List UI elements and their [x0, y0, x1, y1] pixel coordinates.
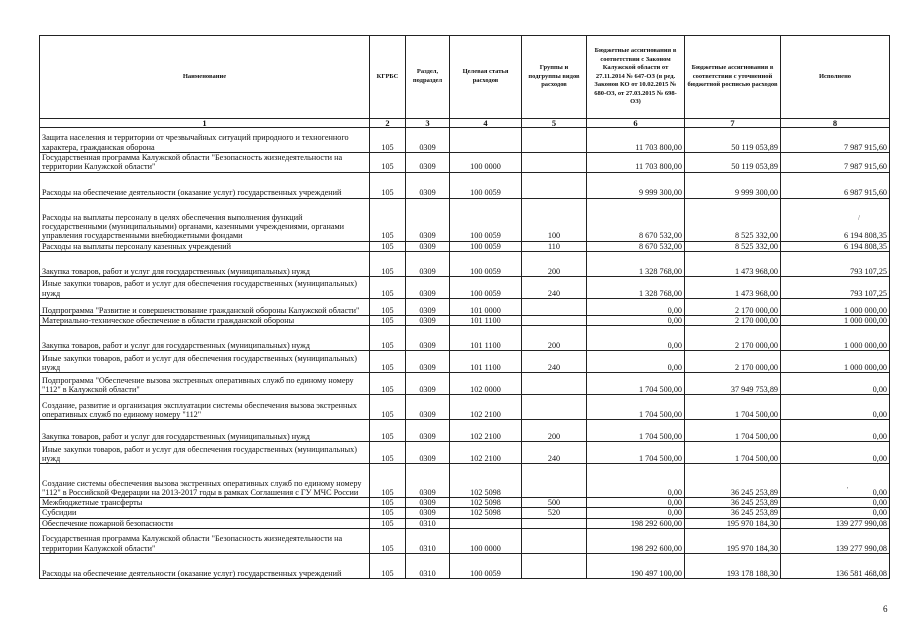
table-row [40, 442, 890, 464]
cell-name: Расходы на выплаты персоналу казенных учреждений [40, 241, 370, 251]
cell-razdel: 0309 [406, 464, 450, 498]
cell-statya: 100 0059 [450, 198, 522, 241]
cell-rosp: 37 949 753,89 [685, 373, 781, 395]
cell-rosp: 8 525 332,00 [685, 198, 781, 241]
table-row [40, 529, 890, 554]
cell-law: 11 703 800,00 [587, 153, 685, 173]
cell-statya: 101 1100 [450, 351, 522, 373]
cell-vid: 100 [522, 198, 587, 241]
cell-statya: 100 0059 [450, 276, 522, 298]
cell-rosp: 2 170 000,00 [685, 315, 781, 325]
cell-law: 1 704 500,00 [587, 420, 685, 442]
cell-vid: 200 [522, 326, 587, 351]
cell-law: 190 497 100,00 [587, 554, 685, 579]
cell-vid: 240 [522, 442, 587, 464]
cell-rosp: 9 999 300,00 [685, 172, 781, 198]
header-rospis-amount: Бюджетные ассигнования в соответствии с уточненной бюджетной росписью расходов [685, 36, 781, 119]
cell-isp: 0,00 [781, 508, 890, 518]
cell-razdel: 0309 [406, 251, 450, 276]
cell-statya: 102 2100 [450, 442, 522, 464]
cell-kgrbs: 105 [370, 420, 406, 442]
cell-razdel: 0309 [406, 241, 450, 251]
cell-isp: 6 987 915,60 [781, 172, 890, 198]
cell-rosp: 193 178 188,30 [685, 554, 781, 579]
column-number: 7 [685, 119, 781, 128]
cell-razdel: 0309 [406, 298, 450, 315]
cell-isp: 1 000 000,00 [781, 351, 890, 373]
table-row [40, 518, 890, 528]
cell-razdel: 0309 [406, 351, 450, 373]
table-row [40, 241, 890, 251]
pen-mark: / [858, 214, 860, 222]
cell-kgrbs: 105 [370, 198, 406, 241]
cell-statya: 102 2100 [450, 420, 522, 442]
column-number: 8 [781, 119, 890, 128]
cell-law: 0,00 [587, 315, 685, 325]
cell-rosp: 8 525 332,00 [685, 241, 781, 251]
cell-vid: 520 [522, 508, 587, 518]
cell-rosp: 2 170 000,00 [685, 351, 781, 373]
cell-isp: 793 107,25 [781, 276, 890, 298]
cell-name: Расходы на выплаты персоналу в целях обеспечения выполнения функций государственными (муниципальными) органами, казенными учреждениями, органами управления государственными внебюджетными фондами [40, 198, 370, 241]
cell-vid [522, 128, 587, 153]
cell-kgrbs: 105 [370, 298, 406, 315]
cell-rosp: 1 704 500,00 [685, 395, 781, 420]
cell-name: Материально-техническое обеспечение в области гражданской обороны [40, 315, 370, 325]
cell-kgrbs: 105 [370, 172, 406, 198]
cell-rosp: 36 245 253,89 [685, 508, 781, 518]
table-row [40, 172, 890, 198]
cell-razdel: 0309 [406, 508, 450, 518]
cell-vid: 110 [522, 241, 587, 251]
cell-razdel: 0309 [406, 420, 450, 442]
cell-statya: 100 0059 [450, 172, 522, 198]
cell-razdel: 0309 [406, 128, 450, 153]
cell-statya: 100 0059 [450, 251, 522, 276]
table-row [40, 153, 890, 173]
cell-law: 8 670 532,00 [587, 198, 685, 241]
cell-razdel: 0309 [406, 442, 450, 464]
cell-vid [522, 172, 587, 198]
header-law-amount: Бюджетные ассигнования в соответствии с Законом Калужской области от 27.11.2014 № 647-ОЗ (в ред. Законов КО от 10.02.2015 № 680-ОЗ, от 27.03.2015 № 698-ОЗ) [587, 36, 685, 119]
cell-rosp: 36 245 253,89 [685, 498, 781, 508]
table-row [40, 251, 890, 276]
cell-razdel: 0309 [406, 172, 450, 198]
table-row [40, 373, 890, 395]
cell-rosp: 2 170 000,00 [685, 298, 781, 315]
cell-kgrbs: 105 [370, 442, 406, 464]
cell-statya: 102 2100 [450, 395, 522, 420]
cell-name: Расходы на обеспечение деятельности (оказание услуг) государственных учреждений [40, 172, 370, 198]
cell-law: 1 704 500,00 [587, 442, 685, 464]
cell-name: Межбюджетные трансферты [40, 498, 370, 508]
cell-kgrbs: 105 [370, 464, 406, 498]
header-vid: Группы и подгруппы видов расходов [522, 36, 587, 119]
cell-isp: 0,00 [781, 420, 890, 442]
budget-execution-table [39, 35, 890, 579]
cell-kgrbs: 105 [370, 128, 406, 153]
cell-isp: 0,00 [781, 464, 890, 498]
cell-vid [522, 153, 587, 173]
cell-law: 1 704 500,00 [587, 395, 685, 420]
cell-kgrbs: 105 [370, 373, 406, 395]
cell-kgrbs: 105 [370, 554, 406, 579]
table-row [40, 464, 890, 498]
cell-statya: 100 0000 [450, 529, 522, 554]
cell-name: Создание, развитие и организация эксплуатации системы обеспечения вызова экстренных оперативных служб по единому номеру "112" [40, 395, 370, 420]
table-row [40, 276, 890, 298]
cell-rosp: 1 704 500,00 [685, 420, 781, 442]
cell-kgrbs: 105 [370, 395, 406, 420]
cell-rosp: 36 245 253,89 [685, 464, 781, 498]
cell-razdel: 0310 [406, 518, 450, 528]
cell-statya: 101 1100 [450, 315, 522, 325]
cell-law: 9 999 300,00 [587, 172, 685, 198]
header-kgrbs: КГРБС [370, 36, 406, 119]
cell-rosp: 2 170 000,00 [685, 326, 781, 351]
cell-isp: 6 194 808,35 [781, 198, 890, 241]
cell-statya: 100 0000 [450, 153, 522, 173]
cell-vid [522, 395, 587, 420]
cell-name: Государственная программа Калужской области "Безопасность жизнедеятельности на территории Калужской области" [40, 529, 370, 554]
cell-vid [522, 315, 587, 325]
table-row [40, 554, 890, 579]
cell-isp: 793 107,25 [781, 251, 890, 276]
cell-statya: 102 5098 [450, 508, 522, 518]
cell-name: Закупка товаров, работ и услуг для государственных (муниципальных) нужд [40, 420, 370, 442]
header-row [40, 36, 890, 119]
table-row [40, 498, 890, 508]
cell-isp: 139 277 990,08 [781, 518, 890, 528]
cell-kgrbs: 105 [370, 251, 406, 276]
cell-statya: 100 0059 [450, 554, 522, 579]
cell-vid: 240 [522, 276, 587, 298]
cell-vid: 500 [522, 498, 587, 508]
cell-statya: 102 5098 [450, 498, 522, 508]
cell-kgrbs: 105 [370, 508, 406, 518]
table-row [40, 420, 890, 442]
pen-mark: ' [847, 486, 849, 494]
cell-law: 198 292 600,00 [587, 529, 685, 554]
column-number: 5 [522, 119, 587, 128]
table-row [40, 508, 890, 518]
cell-razdel: 0309 [406, 498, 450, 508]
cell-law: 1 328 768,00 [587, 251, 685, 276]
cell-name: Подпрограмма "Развитие и совершенствование гражданской обороны Калужской области" [40, 298, 370, 315]
header-executed: Исполнено [781, 36, 890, 119]
cell-name: Обеспечение пожарной безопасности [40, 518, 370, 528]
cell-law: 0,00 [587, 508, 685, 518]
header-razdel: Раздел, подраздел [406, 36, 450, 119]
cell-law: 0,00 [587, 498, 685, 508]
cell-kgrbs: 105 [370, 153, 406, 173]
cell-rosp: 1 704 500,00 [685, 442, 781, 464]
cell-razdel: 0310 [406, 554, 450, 579]
column-number: 3 [406, 119, 450, 128]
cell-kgrbs: 105 [370, 498, 406, 508]
cell-name: Подпрограмма "Обеспечение вызова экстренных оперативных служб по единому номеру "112" в Калужской области" [40, 373, 370, 395]
cell-name: Иные закупки товаров, работ и услуг для обеспечения государственных (муниципальных) нужд [40, 351, 370, 373]
cell-name: Субсидии [40, 508, 370, 518]
table-row [40, 326, 890, 351]
table-row [40, 298, 890, 315]
cell-statya [450, 518, 522, 528]
cell-vid [522, 518, 587, 528]
cell-razdel: 0309 [406, 395, 450, 420]
header-name: Наименование [40, 36, 370, 119]
cell-name: Иные закупки товаров, работ и услуг для обеспечения государственных (муниципальных) нужд [40, 276, 370, 298]
cell-rosp: 1 473 968,00 [685, 276, 781, 298]
cell-name: Защита населения и территории от чрезвычайных ситуаций природного и техногенного характера, гражданская оборона [40, 128, 370, 153]
cell-vid [522, 373, 587, 395]
table-row [40, 198, 890, 241]
column-number-row [40, 119, 890, 128]
cell-isp: 0,00 [781, 442, 890, 464]
table-row [40, 315, 890, 325]
cell-rosp: 1 473 968,00 [685, 251, 781, 276]
column-number: 1 [40, 119, 370, 128]
cell-rosp: 195 970 184,30 [685, 529, 781, 554]
cell-law: 0,00 [587, 351, 685, 373]
cell-isp: 7 987 915,60 [781, 128, 890, 153]
cell-kgrbs: 105 [370, 276, 406, 298]
cell-rosp: 50 119 053,89 [685, 128, 781, 153]
cell-vid [522, 298, 587, 315]
cell-name: Закупка товаров, работ и услуг для государственных (муниципальных) нужд [40, 326, 370, 351]
cell-vid [522, 464, 587, 498]
cell-law: 0,00 [587, 464, 685, 498]
cell-law: 1 328 768,00 [587, 276, 685, 298]
cell-statya [450, 128, 522, 153]
cell-isp: 139 277 990,08 [781, 529, 890, 554]
cell-razdel: 0309 [406, 153, 450, 173]
cell-isp: 7 987 915,60 [781, 153, 890, 173]
cell-isp: 0,00 [781, 373, 890, 395]
cell-kgrbs: 105 [370, 326, 406, 351]
cell-razdel: 0309 [406, 326, 450, 351]
cell-law: 198 292 600,00 [587, 518, 685, 528]
cell-razdel: 0309 [406, 315, 450, 325]
cell-kgrbs: 105 [370, 518, 406, 528]
cell-statya: 100 0059 [450, 241, 522, 251]
cell-statya: 101 0000 [450, 298, 522, 315]
table-body [40, 128, 890, 579]
cell-isp: 1 000 000,00 [781, 298, 890, 315]
cell-isp: 0,00 [781, 498, 890, 508]
cell-vid: 240 [522, 351, 587, 373]
table-row [40, 351, 890, 373]
cell-name: Закупка товаров, работ и услуг для государственных (муниципальных) нужд [40, 251, 370, 276]
cell-razdel: 0309 [406, 373, 450, 395]
cell-law: 8 670 532,00 [587, 241, 685, 251]
cell-law: 0,00 [587, 326, 685, 351]
cell-law: 0,00 [587, 298, 685, 315]
cell-rosp: 195 970 184,30 [685, 518, 781, 528]
cell-razdel: 0309 [406, 276, 450, 298]
table-row [40, 128, 890, 153]
column-number: 6 [587, 119, 685, 128]
cell-isp: 136 581 468,08 [781, 554, 890, 579]
cell-isp: 0,00 [781, 395, 890, 420]
cell-rosp: 50 119 053,89 [685, 153, 781, 173]
cell-statya: 102 0000 [450, 373, 522, 395]
column-number: 4 [450, 119, 522, 128]
cell-vid [522, 554, 587, 579]
cell-kgrbs: 105 [370, 351, 406, 373]
cell-razdel: 0309 [406, 198, 450, 241]
cell-law: 11 703 800,00 [587, 128, 685, 153]
cell-name: Расходы на обеспечение деятельности (оказание услуг) государственных учреждений [40, 554, 370, 579]
cell-razdel: 0310 [406, 529, 450, 554]
cell-law: 1 704 500,00 [587, 373, 685, 395]
cell-name: Государственная программа Калужской области "Безопасность жизнедеятельности на территории Калужской области" [40, 153, 370, 173]
cell-vid: 200 [522, 251, 587, 276]
header-statya: Целевая статья расходов [450, 36, 522, 119]
cell-isp: 1 000 000,00 [781, 326, 890, 351]
cell-name: Создание системы обеспечения вызова экстренных оперативных служб по единому номеру "112" в Российской Федерации на 2013-2017 годы в рамках Соглашения с ГУ МЧС России [40, 464, 370, 498]
cell-vid: 200 [522, 420, 587, 442]
cell-statya: 102 5098 [450, 464, 522, 498]
cell-name: Иные закупки товаров, работ и услуг для обеспечения государственных (муниципальных) нужд [40, 442, 370, 464]
cell-kgrbs: 105 [370, 315, 406, 325]
cell-isp: 6 194 808,35 [781, 241, 890, 251]
page-number: 6 [883, 604, 888, 614]
cell-statya: 101 1100 [450, 326, 522, 351]
cell-vid [522, 529, 587, 554]
table-row [40, 395, 890, 420]
cell-isp: 1 000 000,00 [781, 315, 890, 325]
cell-kgrbs: 105 [370, 241, 406, 251]
cell-kgrbs: 105 [370, 529, 406, 554]
column-number: 2 [370, 119, 406, 128]
